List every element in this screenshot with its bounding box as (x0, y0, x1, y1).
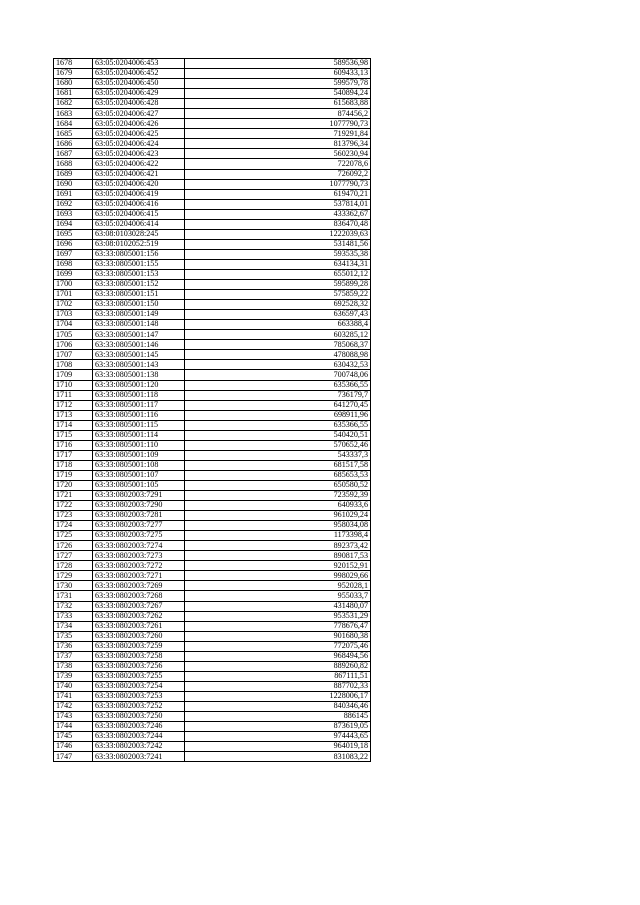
table-row (54, 209, 371, 219)
table-row (54, 480, 371, 490)
table-row (54, 119, 371, 129)
cadastral-value-table (53, 58, 371, 762)
table-row (54, 400, 371, 410)
cadastral-number-cell: 63:33:0805001:118 (93, 390, 185, 400)
row-number-cell: 1733 (54, 611, 93, 621)
cadastral-number-cell: 63:33:0805001:114 (93, 430, 185, 440)
table-row (54, 290, 371, 300)
row-number-cell: 1698 (54, 259, 93, 269)
cadastral-number-cell: 63:05:0204006:422 (93, 159, 185, 169)
cadastral-value-cell: 968494,56 (185, 651, 371, 661)
cadastral-value-cell: 478088,98 (185, 350, 371, 360)
cadastral-value-cell: 1228006,17 (185, 691, 371, 701)
row-number-cell: 1736 (54, 641, 93, 651)
row-number-cell: 1743 (54, 712, 93, 722)
cadastral-number-cell: 63:33:0802003:7260 (93, 631, 185, 641)
cadastral-value-cell: 685653,53 (185, 470, 371, 480)
row-number-cell: 1680 (54, 79, 93, 89)
cadastral-value-cell: 785068,37 (185, 340, 371, 350)
cadastral-number-cell: 63:08:0102052:519 (93, 239, 185, 249)
cadastral-number-cell: 63:33:0802003:7277 (93, 521, 185, 531)
table-row (54, 139, 371, 149)
cadastral-number-cell: 63:33:0802003:7255 (93, 671, 185, 681)
row-number-cell: 1726 (54, 541, 93, 551)
row-number-cell: 1734 (54, 621, 93, 631)
cadastral-value-cell: 609433,13 (185, 69, 371, 79)
table-row (54, 491, 371, 501)
row-number-cell: 1720 (54, 480, 93, 490)
row-number-cell: 1727 (54, 551, 93, 561)
row-number-cell: 1694 (54, 219, 93, 229)
table-row (54, 340, 371, 350)
cadastral-value-cell: 1173398,4 (185, 531, 371, 541)
cadastral-number-cell: 63:33:0802003:7261 (93, 621, 185, 631)
cadastral-value-cell: 640933,6 (185, 501, 371, 511)
cadastral-number-cell: 63:05:0204006:427 (93, 109, 185, 119)
table-row (54, 561, 371, 571)
row-number-cell: 1728 (54, 561, 93, 571)
row-number-cell: 1690 (54, 179, 93, 189)
row-number-cell: 1739 (54, 671, 93, 681)
row-number-cell: 1722 (54, 501, 93, 511)
cadastral-value-cell: 961029,24 (185, 511, 371, 521)
row-number-cell: 1725 (54, 531, 93, 541)
cadastral-value-cell: 726092,2 (185, 169, 371, 179)
table-row (54, 691, 371, 701)
row-number-cell: 1703 (54, 310, 93, 320)
row-number-cell: 1747 (54, 752, 93, 762)
row-number-cell: 1740 (54, 681, 93, 691)
cadastral-value-cell: 974443,65 (185, 732, 371, 742)
cadastral-value-cell: 593535,38 (185, 249, 371, 259)
cadastral-number-cell: 63:33:0805001:116 (93, 410, 185, 420)
cadastral-value-cell: 634134,31 (185, 259, 371, 269)
row-number-cell: 1711 (54, 390, 93, 400)
table-row (54, 681, 371, 691)
cadastral-value-cell: 575859,22 (185, 290, 371, 300)
cadastral-value-cell: 589536,98 (185, 59, 371, 69)
cadastral-number-cell: 63:33:0802003:7241 (93, 752, 185, 762)
table-row (54, 199, 371, 209)
table-row (54, 521, 371, 531)
cadastral-number-cell: 63:33:0805001:145 (93, 350, 185, 360)
table-row (54, 69, 371, 79)
cadastral-number-cell: 63:33:0805001:117 (93, 400, 185, 410)
cadastral-value-cell: 955033,7 (185, 591, 371, 601)
table-row (54, 179, 371, 189)
cadastral-value-cell: 615683,88 (185, 99, 371, 109)
row-number-cell: 1679 (54, 69, 93, 79)
cadastral-value-cell: 1077790,73 (185, 119, 371, 129)
cadastral-value-cell: 736179,7 (185, 390, 371, 400)
row-number-cell: 1731 (54, 591, 93, 601)
cadastral-value-cell: 635366,55 (185, 420, 371, 430)
cadastral-value-cell: 537814,01 (185, 199, 371, 209)
cadastral-number-cell: 63:05:0204006:419 (93, 189, 185, 199)
cadastral-value-cell: 958034,08 (185, 521, 371, 531)
cadastral-number-cell: 63:33:0802003:7275 (93, 531, 185, 541)
row-number-cell: 1735 (54, 631, 93, 641)
table-row (54, 450, 371, 460)
table-row (54, 189, 371, 199)
row-number-cell: 1717 (54, 450, 93, 460)
table-row (54, 541, 371, 551)
row-number-cell: 1715 (54, 430, 93, 440)
cadastral-value-cell: 831083,22 (185, 752, 371, 762)
cadastral-value-cell: 887702,33 (185, 681, 371, 691)
row-number-cell: 1693 (54, 209, 93, 219)
table-row (54, 259, 371, 269)
table-row (54, 440, 371, 450)
table-row (54, 320, 371, 330)
cadastral-number-cell: 63:33:0802003:7244 (93, 732, 185, 742)
table-row (54, 631, 371, 641)
cadastral-number-cell: 63:33:0802003:7256 (93, 661, 185, 671)
table-row (54, 79, 371, 89)
table-row (54, 390, 371, 400)
table-row (54, 571, 371, 581)
cadastral-number-cell: 63:33:0802003:7274 (93, 541, 185, 551)
cadastral-number-cell: 63:33:0802003:7272 (93, 561, 185, 571)
row-number-cell: 1746 (54, 742, 93, 752)
cadastral-value-cell: 1077790,73 (185, 179, 371, 189)
cadastral-value-cell: 641270,45 (185, 400, 371, 410)
cadastral-number-cell: 63:33:0805001:109 (93, 450, 185, 460)
row-number-cell: 1729 (54, 571, 93, 581)
row-number-cell: 1730 (54, 581, 93, 591)
cadastral-number-cell: 63:33:0802003:7246 (93, 722, 185, 732)
row-number-cell: 1707 (54, 350, 93, 360)
table-row (54, 239, 371, 249)
table-row (54, 722, 371, 732)
row-number-cell: 1692 (54, 199, 93, 209)
row-number-cell: 1713 (54, 410, 93, 420)
table-row (54, 551, 371, 561)
row-number-cell: 1737 (54, 651, 93, 661)
cadastral-value-cell: 873619,05 (185, 722, 371, 732)
cadastral-number-cell: 63:05:0204006:452 (93, 69, 185, 79)
table-row (54, 59, 371, 69)
cadastral-number-cell: 63:05:0204006:421 (93, 169, 185, 179)
table-row (54, 752, 371, 762)
cadastral-number-cell: 63:33:0805001:153 (93, 269, 185, 279)
table-row (54, 169, 371, 179)
row-number-cell: 1691 (54, 189, 93, 199)
cadastral-value-cell: 998029,66 (185, 571, 371, 581)
table-row (54, 370, 371, 380)
cadastral-value-cell: 778676,47 (185, 621, 371, 631)
row-number-cell: 1723 (54, 511, 93, 521)
row-number-cell: 1695 (54, 229, 93, 239)
cadastral-number-cell: 63:33:0805001:138 (93, 370, 185, 380)
row-number-cell: 1709 (54, 370, 93, 380)
table-row (54, 310, 371, 320)
table-row (54, 229, 371, 239)
cadastral-value-cell: 540894,24 (185, 89, 371, 99)
cadastral-value-cell: 772075,46 (185, 641, 371, 651)
table-row (54, 280, 371, 290)
cadastral-number-cell: 63:33:0802003:7242 (93, 742, 185, 752)
table-row (54, 671, 371, 681)
cadastral-number-cell: 63:33:0805001:150 (93, 300, 185, 310)
table-row (54, 531, 371, 541)
table-row (54, 611, 371, 621)
cadastral-number-cell: 63:33:0802003:7291 (93, 491, 185, 501)
cadastral-number-cell: 63:33:0805001:149 (93, 310, 185, 320)
cadastral-number-cell: 63:05:0204006:415 (93, 209, 185, 219)
row-number-cell: 1687 (54, 149, 93, 159)
cadastral-value-cell: 953531,29 (185, 611, 371, 621)
row-number-cell: 1708 (54, 360, 93, 370)
row-number-cell: 1721 (54, 491, 93, 501)
row-number-cell: 1719 (54, 470, 93, 480)
cadastral-value-cell: 540420,51 (185, 430, 371, 440)
table-row (54, 249, 371, 259)
cadastral-value-cell: 599579,78 (185, 79, 371, 89)
row-number-cell: 1684 (54, 119, 93, 129)
cadastral-number-cell: 63:33:0805001:156 (93, 249, 185, 259)
cadastral-number-cell: 63:05:0204006:450 (93, 79, 185, 89)
cadastral-value-cell: 886145 (185, 712, 371, 722)
table-row (54, 410, 371, 420)
table-row (54, 380, 371, 390)
cadastral-number-cell: 63:05:0204006:425 (93, 129, 185, 139)
cadastral-number-cell: 63:33:0805001:152 (93, 280, 185, 290)
row-number-cell: 1700 (54, 280, 93, 290)
cadastral-number-cell: 63:33:0802003:7259 (93, 641, 185, 651)
table-row (54, 159, 371, 169)
table-row (54, 511, 371, 521)
row-number-cell: 1714 (54, 420, 93, 430)
cadastral-number-cell: 63:33:0802003:7267 (93, 601, 185, 611)
cadastral-value-cell: 531481,56 (185, 239, 371, 249)
row-number-cell: 1716 (54, 440, 93, 450)
cadastral-number-cell: 63:05:0204006:424 (93, 139, 185, 149)
row-number-cell: 1738 (54, 661, 93, 671)
cadastral-number-cell: 63:33:0805001:146 (93, 340, 185, 350)
row-number-cell: 1697 (54, 249, 93, 259)
cadastral-value-cell: 655012,12 (185, 269, 371, 279)
cadastral-number-cell: 63:33:0802003:7252 (93, 702, 185, 712)
row-number-cell: 1732 (54, 601, 93, 611)
cadastral-number-cell: 63:05:0204006:453 (93, 59, 185, 69)
cadastral-value-cell: 836470,48 (185, 219, 371, 229)
row-number-cell: 1696 (54, 239, 93, 249)
table-row (54, 109, 371, 119)
table-row (54, 350, 371, 360)
table-row (54, 330, 371, 340)
cadastral-number-cell: 63:33:0802003:7254 (93, 681, 185, 691)
table-body (54, 59, 371, 762)
cadastral-value-cell: 636597,43 (185, 310, 371, 320)
cadastral-number-cell: 63:33:0802003:7269 (93, 581, 185, 591)
table-row (54, 601, 371, 611)
cadastral-number-cell: 63:33:0802003:7253 (93, 691, 185, 701)
table-row (54, 742, 371, 752)
cadastral-number-cell: 63:33:0805001:108 (93, 460, 185, 470)
cadastral-number-cell: 63:33:0805001:115 (93, 420, 185, 430)
row-number-cell: 1682 (54, 99, 93, 109)
cadastral-number-cell: 63:33:0802003:7273 (93, 551, 185, 561)
table-row (54, 269, 371, 279)
cadastral-number-cell: 63:05:0204006:426 (93, 119, 185, 129)
cadastral-number-cell: 63:33:0802003:7250 (93, 712, 185, 722)
cadastral-value-cell: 431480,07 (185, 601, 371, 611)
table-row (54, 360, 371, 370)
cadastral-value-cell: 964019,18 (185, 742, 371, 752)
cadastral-value-cell: 920152,91 (185, 561, 371, 571)
cadastral-value-cell: 603285,12 (185, 330, 371, 340)
row-number-cell: 1710 (54, 380, 93, 390)
cadastral-value-cell: 723592,39 (185, 491, 371, 501)
row-number-cell: 1718 (54, 460, 93, 470)
cadastral-value-cell: 560230,94 (185, 149, 371, 159)
table-row (54, 712, 371, 722)
cadastral-value-cell: 892373,42 (185, 541, 371, 551)
cadastral-number-cell: 63:05:0204006:414 (93, 219, 185, 229)
cadastral-number-cell: 63:33:0805001:107 (93, 470, 185, 480)
cadastral-value-cell: 635366,55 (185, 380, 371, 390)
row-number-cell: 1678 (54, 59, 93, 69)
cadastral-value-cell: 719291,84 (185, 129, 371, 139)
cadastral-value-cell: 570652,46 (185, 440, 371, 450)
row-number-cell: 1741 (54, 691, 93, 701)
table-row (54, 581, 371, 591)
row-number-cell: 1742 (54, 702, 93, 712)
cadastral-value-cell: 1222039,63 (185, 229, 371, 239)
row-number-cell: 1712 (54, 400, 93, 410)
cadastral-value-cell: 681517,58 (185, 460, 371, 470)
row-number-cell: 1683 (54, 109, 93, 119)
cadastral-value-cell: 874456,2 (185, 109, 371, 119)
cadastral-number-cell: 63:05:0204006:428 (93, 99, 185, 109)
cadastral-number-cell: 63:33:0802003:7262 (93, 611, 185, 621)
cadastral-number-cell: 63:33:0805001:148 (93, 320, 185, 330)
cadastral-value-cell: 722078,6 (185, 159, 371, 169)
cadastral-value-cell: 692528,32 (185, 300, 371, 310)
cadastral-value-cell: 700748,06 (185, 370, 371, 380)
row-number-cell: 1745 (54, 732, 93, 742)
row-number-cell: 1699 (54, 269, 93, 279)
cadastral-number-cell: 63:33:0802003:7290 (93, 501, 185, 511)
cadastral-number-cell: 63:33:0802003:7271 (93, 571, 185, 581)
cadastral-number-cell: 63:05:0204006:429 (93, 89, 185, 99)
cadastral-value-cell: 890817,53 (185, 551, 371, 561)
cadastral-value-cell: 663388,4 (185, 320, 371, 330)
cadastral-number-cell: 63:33:0805001:155 (93, 259, 185, 269)
cadastral-number-cell: 63:33:0805001:147 (93, 330, 185, 340)
row-number-cell: 1704 (54, 320, 93, 330)
cadastral-number-cell: 63:33:0802003:7281 (93, 511, 185, 521)
cadastral-number-cell: 63:33:0805001:110 (93, 440, 185, 450)
row-number-cell: 1724 (54, 521, 93, 531)
table-row (54, 732, 371, 742)
row-number-cell: 1705 (54, 330, 93, 340)
table-row (54, 470, 371, 480)
table-row (54, 702, 371, 712)
cadastral-value-cell: 630432,53 (185, 360, 371, 370)
table-row (54, 129, 371, 139)
cadastral-number-cell: 63:33:0805001:120 (93, 380, 185, 390)
cadastral-value-cell: 889260,82 (185, 661, 371, 671)
table-row (54, 149, 371, 159)
table-row (54, 651, 371, 661)
cadastral-number-cell: 63:33:0805001:151 (93, 290, 185, 300)
row-number-cell: 1701 (54, 290, 93, 300)
cadastral-value-cell: 867111,51 (185, 671, 371, 681)
row-number-cell: 1706 (54, 340, 93, 350)
cadastral-number-cell: 63:05:0204006:420 (93, 179, 185, 189)
cadastral-value-cell: 901680,38 (185, 631, 371, 641)
cadastral-value-cell: 650580,52 (185, 480, 371, 490)
cadastral-number-cell: 63:05:0204006:416 (93, 199, 185, 209)
cadastral-value-cell: 543337,3 (185, 450, 371, 460)
cadastral-number-cell: 63:08:0103028:245 (93, 229, 185, 239)
cadastral-number-cell: 63:05:0204006:423 (93, 149, 185, 159)
table-row (54, 591, 371, 601)
cadastral-value-cell: 840346,46 (185, 702, 371, 712)
table-row (54, 641, 371, 651)
cadastral-number-cell: 63:33:0802003:7258 (93, 651, 185, 661)
row-number-cell: 1688 (54, 159, 93, 169)
cadastral-number-cell: 63:33:0805001:105 (93, 480, 185, 490)
table-row (54, 300, 371, 310)
cadastral-value-cell: 813796,34 (185, 139, 371, 149)
cadastral-value-cell: 952028,1 (185, 581, 371, 591)
cadastral-value-cell: 619470,21 (185, 189, 371, 199)
cadastral-value-cell: 595899,28 (185, 280, 371, 290)
row-number-cell: 1685 (54, 129, 93, 139)
row-number-cell: 1681 (54, 89, 93, 99)
row-number-cell: 1689 (54, 169, 93, 179)
table-row (54, 430, 371, 440)
cadastral-value-cell: 433362,67 (185, 209, 371, 219)
table-row (54, 501, 371, 511)
row-number-cell: 1686 (54, 139, 93, 149)
row-number-cell: 1744 (54, 722, 93, 732)
cadastral-value-cell: 698911,96 (185, 410, 371, 420)
table-row (54, 621, 371, 631)
table-row (54, 99, 371, 109)
cadastral-number-cell: 63:33:0802003:7268 (93, 591, 185, 601)
table-row (54, 420, 371, 430)
table-row (54, 89, 371, 99)
table-row (54, 219, 371, 229)
cadastral-number-cell: 63:33:0805001:143 (93, 360, 185, 370)
table-row (54, 661, 371, 671)
table-row (54, 460, 371, 470)
row-number-cell: 1702 (54, 300, 93, 310)
